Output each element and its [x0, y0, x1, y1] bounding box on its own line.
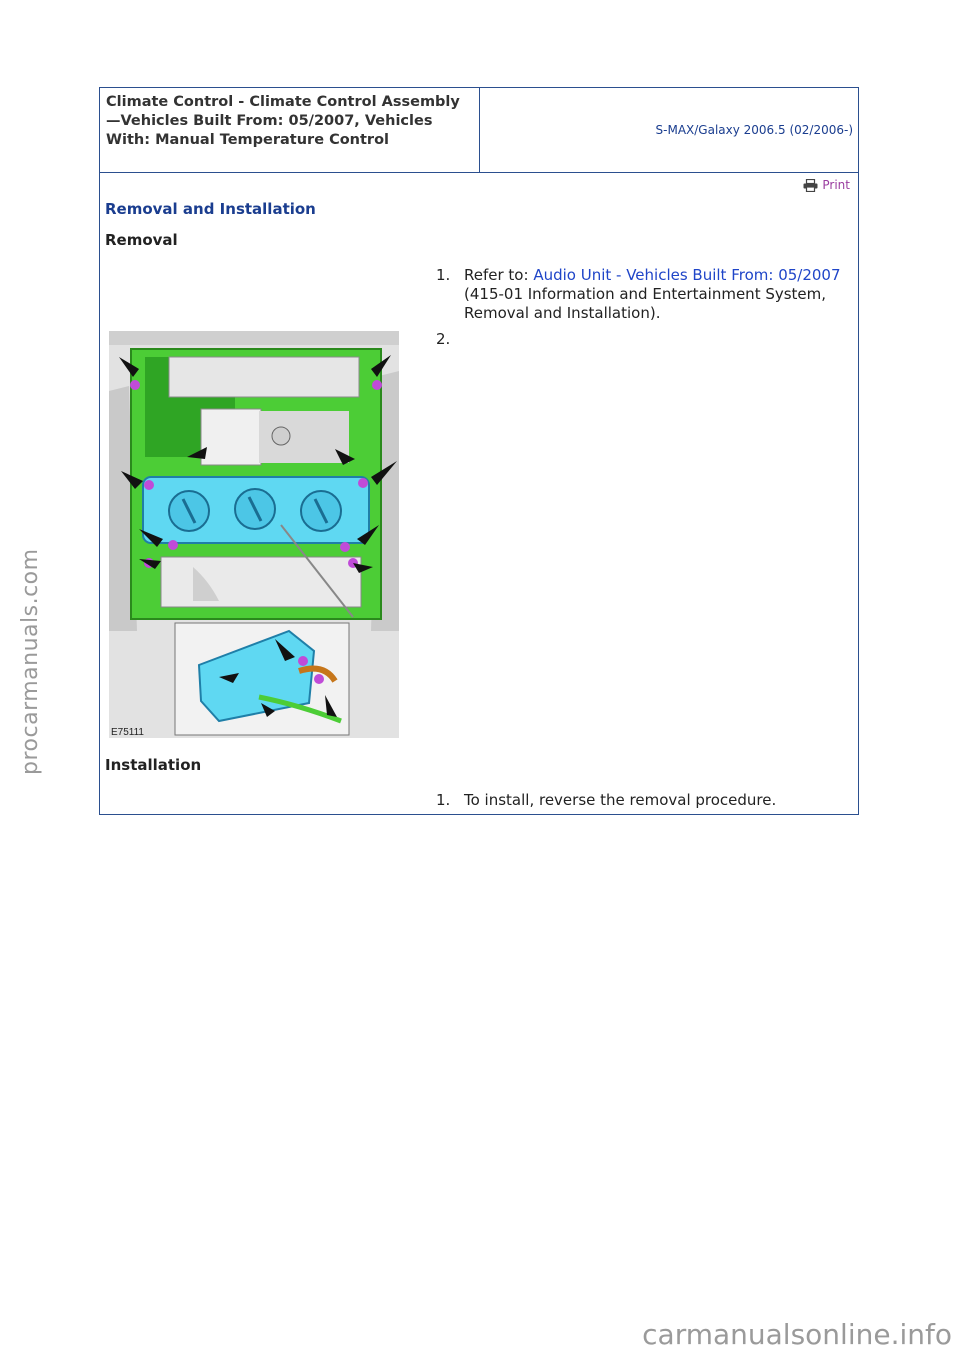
step-number: 1.	[436, 266, 451, 284]
page-title: Climate Control - Climate Control Assembly—Vehicles Built From: 05/2007, Vehicles With: Manual Temperature Control	[100, 88, 480, 172]
step-suffix: (415-01 Information and Entertainment System, Removal and Installation).	[464, 285, 827, 322]
audio-unit-link[interactable]: Audio Unit - Vehicles Built From: 05/2007	[533, 266, 841, 284]
model-label: S-MAX/Galaxy 2006.5 (02/2006-)	[655, 123, 853, 137]
step-text: To install, reverse the removal procedure.	[464, 791, 777, 809]
step-number: 1.	[436, 791, 451, 809]
step-text	[464, 266, 851, 323]
removal-step-1	[436, 266, 851, 323]
figure-caption: E75111	[111, 727, 144, 738]
installation-step-1	[436, 791, 851, 810]
document-frame	[99, 87, 859, 815]
installation-heading: Installation	[105, 756, 202, 774]
print-link[interactable]	[803, 178, 850, 192]
step-number: 2.	[436, 330, 451, 348]
bottom-watermark: carmanualsonline.info	[642, 1318, 952, 1351]
step-prefix: Refer to:	[464, 266, 534, 284]
print-label: Print	[822, 178, 850, 192]
climate-control-illustration	[109, 331, 399, 738]
removal-heading: Removal	[105, 231, 178, 249]
side-watermark: procarmanuals.com	[18, 548, 43, 775]
printer-icon	[803, 179, 818, 192]
section-title: Removal and Installation	[105, 200, 316, 218]
document-header	[100, 88, 858, 173]
